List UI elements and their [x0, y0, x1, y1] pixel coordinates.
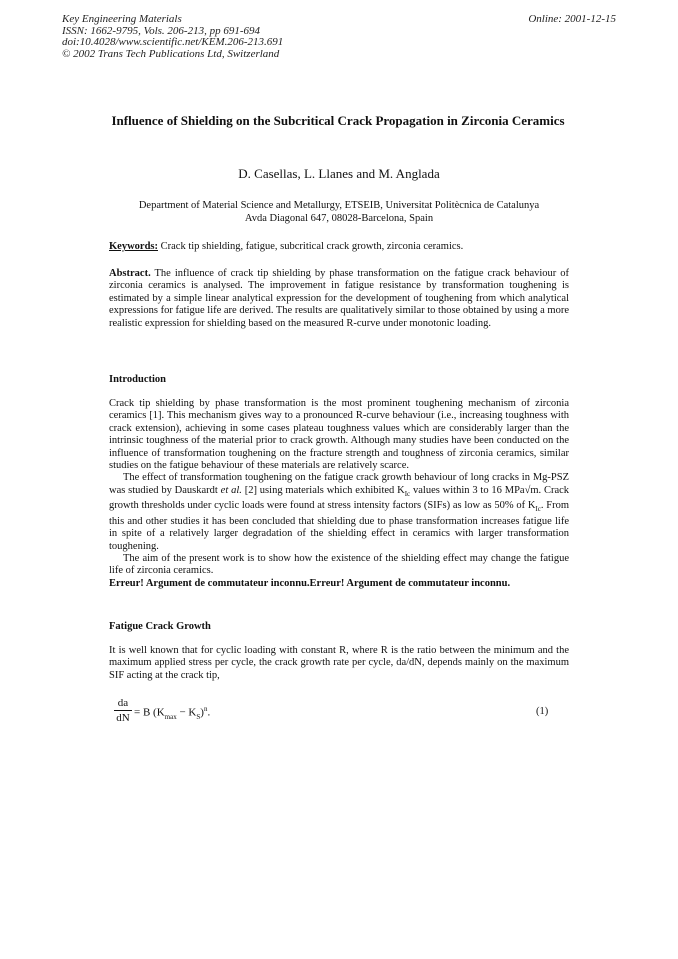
affiliation-line-1: Department of Material Science and Metallurgy, ETSEIB, Universitat Politècnica de Catalunya	[138, 200, 540, 211]
journal-copyright: © 2002 Trans Tech Publications Ltd, Switzerland	[62, 47, 280, 60]
intro-paragraph-1: Crack tip shielding by phase transformation is the most prominent toughening mechanism of zirconia ceramics [1]. This mechanism gives way to a pronounced R-curve behaviour (i.e., increasing toughness with crack extension), achieving in some cases plateau toughness values which are considerably larger than the intrinsic toughness of the material prior to crack growth. Although many studies have been conducted on the influence of transformation toughening on the fracture strength and toughness of zirconia ceramics, similar studies on the fatigue behaviour of these materials are relatively scarce.	[109, 398, 569, 472]
equation-rhs: = B $(K_{max} - K_S)^n$.	[134, 705, 211, 721]
paper-authors: D. Casellas, L. Llanes and M. Anglada	[238, 166, 440, 181]
keywords-text: Crack tip shielding, fatigue, subcritical crack growth, zirconia ceramics.	[160, 241, 464, 252]
journal-name: Key Engineering Materials	[62, 13, 182, 25]
abstract-label: Abstract.	[109, 268, 151, 279]
keywords	[109, 241, 463, 252]
intro-paragraph-3: The aim of the present work is to show how the existence of the shielding effect may change the fatigue life of zirconia ceramics.	[109, 553, 569, 577]
online-date-text: Online: 2001-12-15	[528, 13, 616, 25]
abstract	[109, 268, 569, 330]
keywords-label: Keywords:	[109, 241, 158, 252]
online-date	[528, 14, 616, 26]
introduction-body	[109, 398, 569, 590]
fatigue-body	[109, 645, 569, 682]
equation-fraction	[114, 697, 132, 724]
abstract-text: The influence of crack tip shielding by phase transformation on the fatigue crack behaviour of zirconia ceramics is analysed. The improvement in fatigue resistance by transformation toughening is estimated by a simple linear analytical expression for the development of toughening from which analytical expressions for fatigue life are derived. The results are qualitatively similar to those obtained by using a more realistic expression for shielding based on the measured R-curve under monotonic loading.	[109, 268, 570, 329]
error-message: Erreur! Argument de commutateur inconnu.Erreur! Argument de commutateur inconnu.	[109, 577, 511, 589]
journal-issn: ISSN: 1662-9795, Vols. 206-213, pp 691-694	[62, 24, 260, 37]
affiliation	[100, 200, 578, 225]
fatigue-paragraph-1: It is well known that for cyclic loading with constant R, where R is the ratio between the minimum and the maximum applied stress per cycle, the crack growth rate per cycle, da/dN, depends mainly on the maximum SIF acting at the crack tip,	[109, 645, 569, 681]
equation-number: (1)	[536, 706, 549, 717]
fatigue-heading: Fatigue Crack Growth	[109, 621, 211, 632]
fraction-bar	[114, 710, 132, 711]
introduction-heading: Introduction	[109, 374, 166, 385]
equation-denominator: dN	[116, 712, 130, 724]
equation-numerator: da	[117, 697, 129, 709]
intro-paragraph-2: The effect of transformation toughening on the fatigue crack growth behaviour of long cracks in Mg-PSZ was studied by Dauskardt et al. [2] using materials which exhibited $K_{Ic}$ values within 3 to 16 MPa√m. Crack growth thresholds under cyclic loads were found at stress intensity factors (SIFs) as low as 50% of $K_{Ic}$. From this and other studies it has been concluded that shielding due to phase transformation increases fatigue life in spite of a relatively larger degradation of the shielding effect in ceramics with larger transformation toughening.	[109, 472, 570, 552]
paper-title: Influence of Shielding on the Subcritical Crack Propagation in Zirconia Ceramics	[111, 113, 565, 128]
journal-header	[62, 14, 283, 60]
journal-doi[interactable]: doi:10.4028/www.scientific.net/KEM.206-213.691	[62, 36, 284, 49]
affiliation-line-2: Avda Diagonal 647, 08028-Barcelona, Spain	[244, 212, 434, 224]
